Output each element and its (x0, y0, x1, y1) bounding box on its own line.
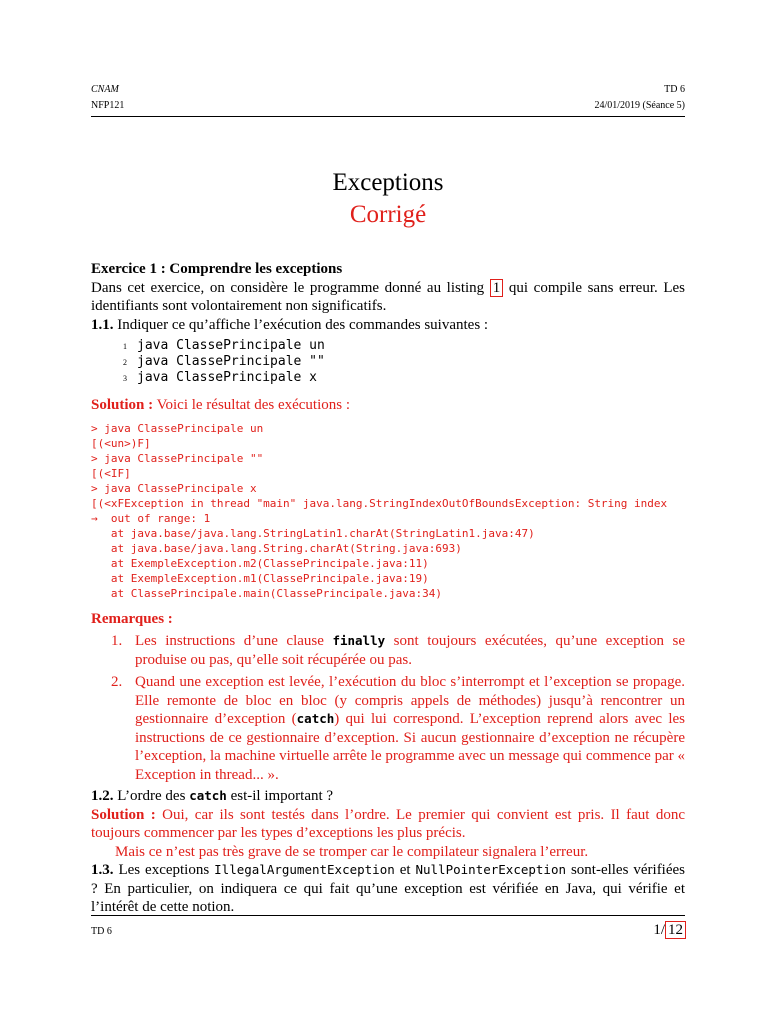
header-institution: CNAM (91, 84, 119, 95)
line-number: 1 (123, 342, 127, 351)
listing-line (113, 354, 685, 370)
output-line: → out of range: 1 (91, 511, 211, 525)
question-text: et (394, 862, 416, 878)
remarque-text: Les instructions d’une clause (135, 633, 333, 649)
solution-label: Solution : (91, 806, 156, 823)
output-line: > java ClassePrincipale "" (91, 451, 264, 465)
page-current: 1 (653, 922, 661, 938)
solution-2-note: Mais ce n’est pas très grave de se tromper car le compilateur signalera l’erreur. (115, 843, 589, 860)
remarque-text: sont toujours exécutées, qu’une exception se produise ou pas, qu’elle soit récupérée ou pas. (135, 633, 686, 668)
listing-code: java ClassePrincipale x (137, 370, 318, 385)
keyword-catch: catch (189, 788, 227, 803)
solution-text: Oui, car ils sont testés dans l’ordre. Le premier qui convient est pris. Il faut donc toujours commencer par les types d’exceptions les plus précis. (91, 806, 685, 841)
footer-td: TD 6 (91, 926, 112, 937)
listing-line (113, 338, 685, 354)
keyword-finally: finally (332, 633, 386, 648)
question-1-3 (91, 861, 685, 917)
solution-label: Solution : (91, 397, 154, 413)
intro-text-2: qui compile sans erreur. Les identifiants sont volontairement non significatifs. (91, 279, 686, 314)
remarque-item (111, 673, 685, 784)
remarque-text: Quand une exception est levée, l’exécution du bloc s’interrompt et l’exception se propage. Elle remonte de bloc en bloc (y compris appels de méthodes) jusqu’à rencontrer un gestionnaire d’exception ( (135, 674, 685, 727)
page-title: Exceptions (332, 169, 444, 196)
page-total-link[interactable]: 12 (665, 921, 686, 939)
output-line: at ExempleException.m2(ClassePrincipale.java:11) (91, 556, 429, 570)
remarques-list (111, 632, 685, 784)
output-line: > java ClassePrincipale un (91, 421, 264, 435)
question-1-1 (91, 316, 685, 335)
question-text: sont-elles vérifiées ? En particulier, on indiquera ce qui fait qu’une exception est vérifiée en Java, qui vérifie et l’intérêt de cette notion. (91, 862, 686, 915)
exercise-heading: Exercice 1 : Comprendre les exceptions (91, 261, 343, 277)
output-line: at ClassePrincipale.main(ClassePrincipale.java:34) (91, 586, 442, 600)
question-number: 1.1. (91, 316, 114, 333)
line-number: 2 (123, 358, 127, 367)
question-text: Indiquer ce qu’affiche l’exécution des commandes suivantes : (113, 316, 489, 333)
page-subtitle: Corrigé (349, 201, 427, 228)
solution-text: Voici le résultat des exécutions : (153, 397, 351, 413)
line-number: 3 (123, 374, 127, 383)
remarque-number: 1. (111, 633, 123, 649)
execution-output (91, 421, 685, 601)
output-line: at java.base/java.lang.String.charAt(String.java:693) (91, 541, 462, 555)
footer-rule (91, 915, 685, 916)
header-course-code: NFP121 (91, 100, 125, 111)
output-line: [(<xFException in thread "main" java.lang.StringIndexOutOfBoundsException: String index (91, 496, 668, 510)
header-date: 24/01/2019 (Séance 5) (594, 100, 685, 111)
listing-code: java ClassePrincipale un (137, 338, 325, 353)
output-line: at java.base/java.lang.StringLatin1.charAt(StringLatin1.java:47) (91, 526, 535, 540)
solution-2 (91, 806, 685, 843)
remarque-item (111, 632, 685, 669)
listing-ref-link[interactable]: 1 (490, 279, 504, 297)
question-number: 1.3. (91, 862, 114, 878)
listing-code: java ClassePrincipale "" (137, 354, 325, 369)
listing-line (113, 370, 685, 386)
remarques-heading: Remarques : (91, 610, 173, 627)
question-text: est-il important ? (226, 788, 334, 804)
intro-text-1: Dans cet exercice, on considère le programme donné au listing (91, 279, 490, 296)
question-number: 1.2. (91, 788, 114, 804)
keyword-catch: catch (296, 711, 335, 726)
output-line: > java ClassePrincipale x (91, 481, 257, 495)
remarque-number: 2. (111, 674, 123, 690)
question-1-2 (91, 787, 685, 806)
question-text: L’ordre des (113, 788, 190, 804)
solution-1 (91, 396, 685, 415)
exercise-1 (91, 260, 685, 917)
exercise-intro (91, 279, 685, 316)
output-line: [(<IF] (91, 466, 131, 480)
class-name: NullPointerException (415, 862, 566, 877)
page-separator: / (660, 922, 665, 938)
header-rule (91, 116, 685, 117)
output-line: at ExempleException.m1(ClassePrincipale.java:19) (91, 571, 429, 585)
header-td-number: TD 6 (664, 84, 685, 95)
command-listing (113, 338, 685, 386)
remarque-text: ) qui lui correspond. L’exception reprend alors avec les instructions de ce gestionnaire d’exception. Si aucun gestionnaire d’exception ne récupère l’exception, la machine virtuelle arrête le programme avec un message qui commence par « Exception in thread... ». (135, 711, 685, 783)
question-text: Les exceptions (113, 862, 215, 878)
output-line: [(<un>)F] (91, 436, 151, 450)
page-number (653, 920, 686, 940)
class-name: IllegalArgumentException (214, 862, 395, 877)
